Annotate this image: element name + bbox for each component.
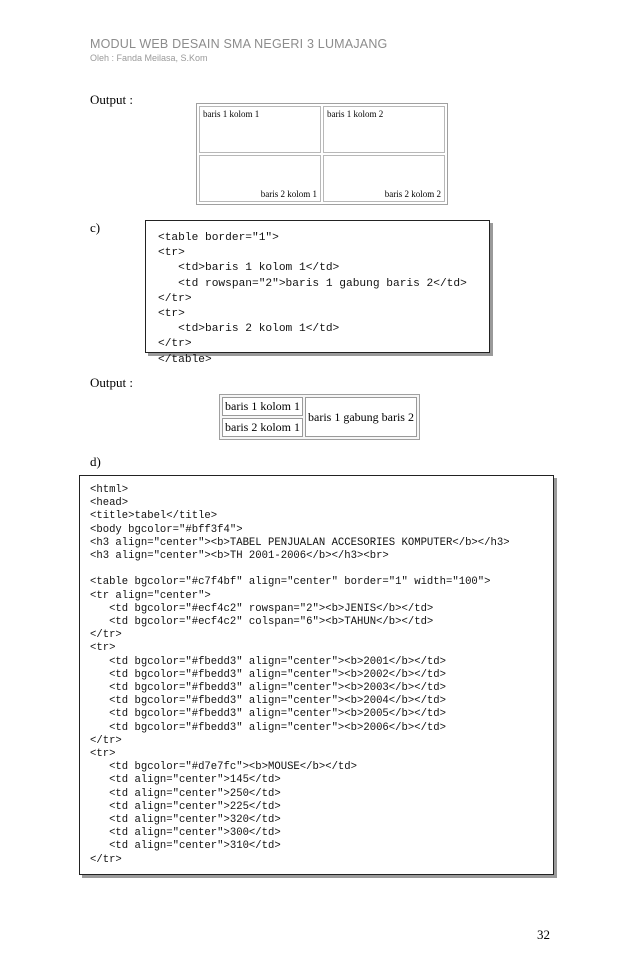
table-cell-merged: baris 1 gabung baris 2: [305, 397, 417, 437]
table-cell: baris 1 kolom 2: [323, 106, 445, 153]
output-label-1: Output :: [90, 92, 133, 107]
table-cell: baris 1 kolom 1: [222, 397, 303, 416]
code-block-c: [145, 220, 490, 366]
code-text: <table border="1"> <tr> <td>baris 1 kolom 1</td> <td rowspan="2">baris 1 gabung baris 2</td> </tr> <tr> <td>baris 2 kolom 1</td> </tr> </table>: [158, 232, 467, 366]
code-text: <html> <head> <title>tabel</title> <body bgcolor="#bff3f4"> <h3 align="center"><b>TABEL PENJUALAN ACCESORIES KOMPUTER</b></h3> <h3 align="center"><b>TH 2001-2006</b></h3><br> <table bgcolor="#c7f4bf" align="center" border="1" width="100"> <tr align="center"> <td bgcolor="#ecf4c2" rowspan="2"><b>JENIS</b></td> <td bgcolor="#ecf4c2" colspan="6"><b>TAHUN</b></td> </tr> <tr> <td bgcolor="#fbedd3" align="center"><b>2001</b></td> <td bgcolor="#fbedd3" align="center"><b>2002</b></td> <td bgcolor="#fbedd3" align="center"><b>2003</b></td> <td bgcolor="#fbedd3" align="center"><b>2004</b></td> <td bgcolor="#fbedd3" align="center"><b>2005</b></td> <td bgcolor="#fbedd3" align="center"><b>2006</b></td> </tr> <tr> <td bgcolor="#d7e7fc"><b>MOUSE</b></td> <td align="center">145</td> <td align="center">250</td> <td align="center">225</td> <td align="center">320</td> <td align="center">300</td> <td align="center">310</td> </tr>: [90, 484, 510, 866]
table-cell: baris 2 kolom 1: [199, 155, 321, 202]
table-cell: baris 2 kolom 2: [323, 155, 445, 202]
document-header-author: Oleh : Fanda Meilasa, S.Kom: [90, 53, 208, 63]
page-number: 32: [537, 927, 550, 942]
section-label-c: c): [90, 220, 101, 235]
code-block-d: [79, 475, 554, 875]
output-table-example-c: [219, 394, 420, 440]
output-table-example-b: [196, 103, 448, 205]
output-label-2: Output :: [90, 375, 133, 390]
section-label-d: d): [90, 454, 101, 469]
table-cell: baris 1 kolom 1: [199, 106, 321, 153]
document-header-title: MODUL WEB DESAIN SMA NEGERI 3 LUMAJANG: [90, 37, 388, 51]
table-cell: baris 2 kolom 1: [222, 418, 303, 437]
